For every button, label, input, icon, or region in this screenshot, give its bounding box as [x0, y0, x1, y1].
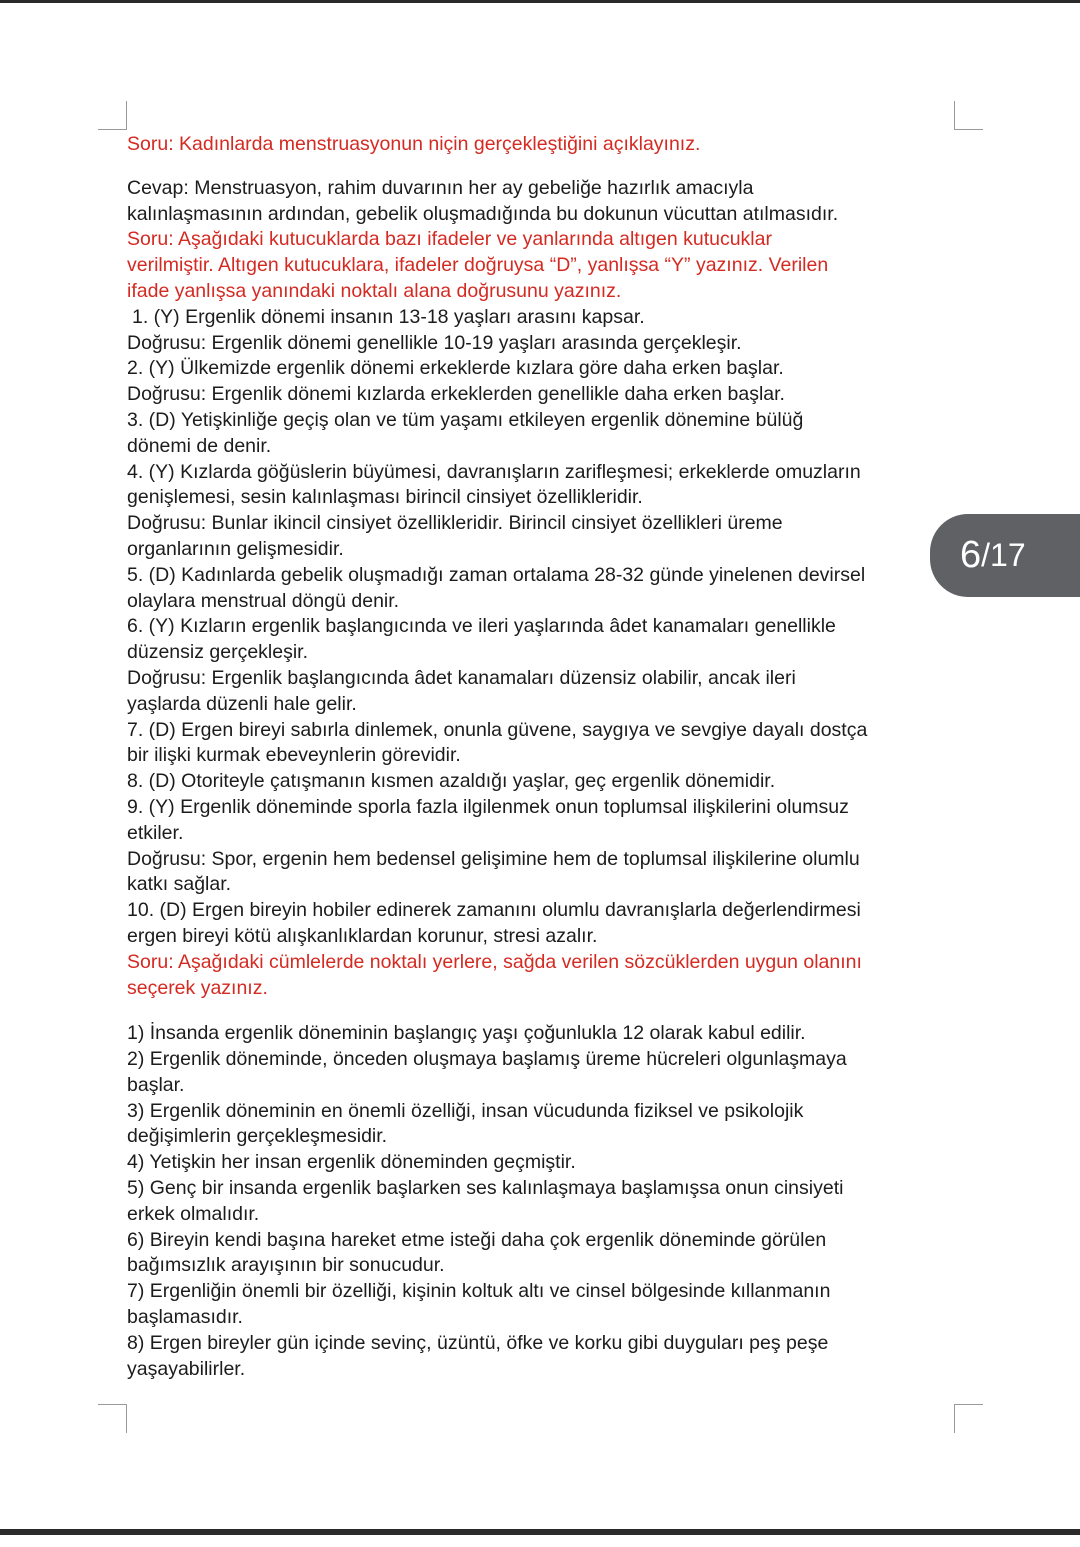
answer-1-line-1: Cevap: Menstruasyon, rahim duvarının her ay gebeliğe hazırlık amacıyla	[127, 176, 754, 199]
item-6-line-1: 6. (Y) Kızların ergenlik başlangıcında ve ileri yaşlarında âdet kanamaları genellikle	[127, 615, 836, 638]
question-2-line-3: ifade yanlışsa yanındaki noktalı alana doğrusunu yazınız.	[127, 279, 622, 302]
item-9-correction-line-1: Doğrusu: Spor, ergenin hem bedensel gelişimine hem de toplumsal ilişkilerine olumlu	[127, 847, 860, 870]
spacer	[127, 1001, 942, 1021]
sentence-6-line-2: bağımsızlık arayışının bir sonucudur.	[127, 1254, 445, 1277]
total-pages: /17	[981, 537, 1026, 573]
top-edge-bar	[0, 0, 1080, 3]
item-4-line-1: 4. (Y) Kızlarda göğüslerin büyümesi, davranışların zarifleşmesi; erkeklerde omuzların	[127, 460, 861, 483]
item-1-correction: Doğrusu: Ergenlik dönemi genellikle 10-19 yaşları arasında gerçekleşir.	[127, 331, 742, 354]
sentence-5-line-2: erkek olmalıdır.	[127, 1202, 260, 1225]
item-10-line-1: 10. (D) Ergen bireyin hobiler edinerek zamanını olumlu davranışlarla değerlendirmesi	[127, 899, 861, 922]
question-2-line-1: Soru: Aşağıdaki kutucuklarda bazı ifadeler ve yanlarında altıgen kutucuklar	[127, 228, 772, 251]
sentence-2-line-1: 2) Ergenlik döneminde, önceden oluşmaya başlamış üreme hücreleri olgunlaşmaya	[127, 1048, 847, 1071]
item-8: 8. (D) Otoriteyle çatışmanın kısmen azaldığı yaşlar, geç ergenlik dönemidir.	[127, 770, 776, 793]
question-1: Soru: Kadınlarda menstruasyonun niçin gerçekleştiğini açıklayınız.	[127, 133, 701, 155]
bottom-edge-bar	[0, 1529, 1080, 1535]
item-3-line-1: 3. (D) Yetişkinliğe geçiş olan ve tüm yaşamı etkileyen ergenlik dönemine bülüğ	[127, 408, 804, 431]
item-5-line-1: 5. (D) Kadınlarda gebelik oluşmadığı zaman ortalama 28-32 günde yinelenen devirsel	[127, 563, 866, 586]
item-4-correction-line-1: Doğrusu: Bunlar ikincil cinsiyet özellikleridir. Birincil cinsiyet özellikleri üreme	[127, 512, 783, 535]
question-3-line-2: seçerek yazınız.	[127, 976, 268, 999]
item-7-line-1: 7. (D) Ergen bireyi sabırla dinlemek, onunla güvene, saygıya ve sevgiye dayalı dostça	[127, 718, 868, 741]
spacer	[127, 158, 942, 176]
item-6-correction-line-1: Doğrusu: Ergenlik başlangıcında âdet kanamaları düzensiz olabilir, ancak ileri	[127, 666, 796, 689]
crop-mark-bottom-right	[954, 1404, 983, 1433]
item-10-line-2: ergen bireyi kötü alışkanlıklardan korunur, stresi azalır.	[127, 924, 598, 947]
current-page-number: 6	[960, 534, 982, 576]
sentence-6-line-1: 6) Bireyin kendi başına hareket etme isteği daha çok ergenlik döneminde görülen	[127, 1228, 827, 1251]
sentence-7-line-1: 7) Ergenliğin önemli bir özelliği, kişinin koltuk altı ve cinsel bölgesinde kıllanmanın	[127, 1280, 831, 1303]
document-page-content	[127, 132, 942, 1382]
item-2: 2. (Y) Ülkemizde ergenlik dönemi erkeklerde kızlara göre daha erken başlar.	[127, 357, 784, 380]
item-9-correction-line-2: katkı sağlar.	[127, 873, 232, 896]
sentence-5-line-1: 5) Genç bir insanda ergenlik başlarken ses kalınlaşmaya başlamışsa onun cinsiyeti	[127, 1177, 844, 1200]
item-2-correction: Doğrusu: Ergenlik dönemi kızlarda erkeklerden genellikle daha erken başlar.	[127, 383, 785, 406]
item-6-line-2: düzensiz gerçekleşir.	[127, 641, 309, 664]
sentence-3-line-2: değişimlerin gerçekleşmesidir.	[127, 1125, 388, 1148]
item-9-line-2: etkiler.	[127, 821, 184, 844]
item-3-line-2: dönemi de denir.	[127, 434, 272, 457]
crop-mark-top-left	[98, 101, 127, 130]
item-5-line-2: olaylara menstrual döngü denir.	[127, 589, 400, 612]
sentence-7-line-2: başlamasıdır.	[127, 1306, 243, 1329]
sentence-8-line-2: yaşayabilirler.	[127, 1357, 246, 1380]
sentence-2-line-2: başlar.	[127, 1073, 185, 1096]
sentence-1: 1) İnsanda ergenlik döneminin başlangıç yaşı çoğunlukla 12 olarak kabul edilir.	[127, 1022, 806, 1045]
item-7-line-2: bir ilişki kurmak ebeveynlerin görevidir.	[127, 744, 461, 767]
item-6-correction-line-2: yaşlarda düzenli hale gelir.	[127, 692, 357, 715]
item-4-line-2: genişlemesi, sesin kalınlaşması birincil cinsiyet özellikleridir.	[127, 486, 643, 509]
item-1: 1. (Y) Ergenlik dönemi insanın 13-18 yaşları arasını kapsar.	[132, 305, 645, 328]
crop-mark-top-right	[954, 101, 983, 130]
sentence-4: 4) Yetişkin her insan ergenlik döneminden geçmiştir.	[127, 1151, 576, 1174]
sentence-8-line-1: 8) Ergen bireyler gün içinde sevinç, üzüntü, öfke ve korku gibi duyguları peş peşe	[127, 1331, 829, 1354]
item-4-correction-line-2: organlarının gelişmesidir.	[127, 537, 344, 560]
question-3-line-1: Soru: Aşağıdaki cümlelerde noktalı yerlere, sağda verilen sözcüklerden uygun olanını	[127, 950, 862, 973]
crop-mark-bottom-left	[98, 1404, 127, 1433]
answer-1-line-2: kalınlaşmasının ardından, gebelik oluşmadığında bu dokunun vücuttan atılmasıdır.	[127, 202, 839, 225]
sentence-3-line-1: 3) Ergenlik döneminin en önemli özelliği, insan vücudunda fiziksel ve psikolojik	[127, 1099, 804, 1122]
page-indicator[interactable]	[930, 514, 1080, 597]
item-9-line-1: 9. (Y) Ergenlik döneminde sporla fazla ilgilenmek onun toplumsal ilişkilerini olumsuz	[127, 795, 849, 818]
question-2-line-2: verilmiştir. Altıgen kutucuklara, ifadeler doğruysa “D”, yanlışsa “Y” yazınız. Verilen	[127, 254, 829, 277]
